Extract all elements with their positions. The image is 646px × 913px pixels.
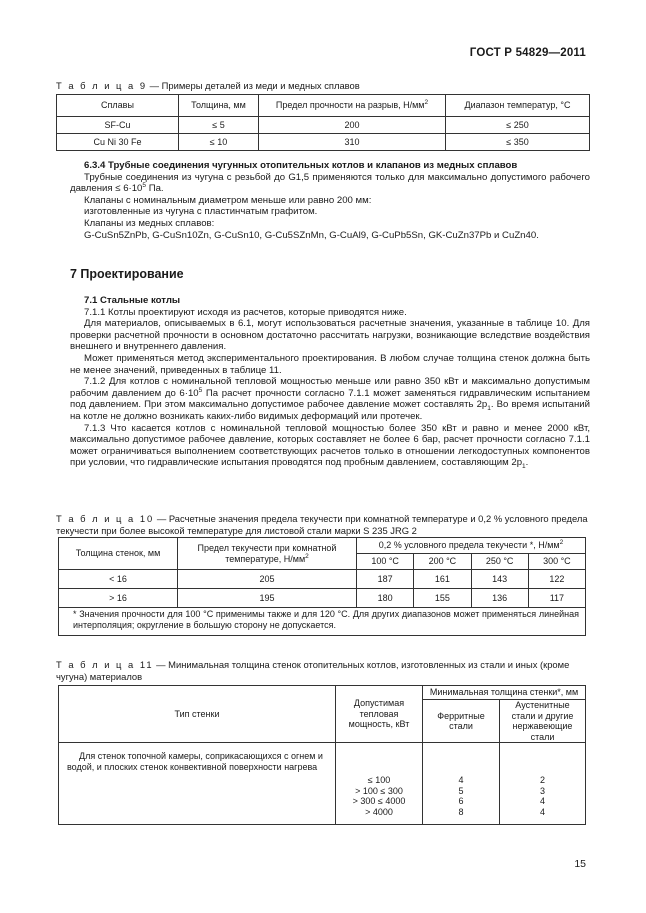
table10-footnote: * Значения прочности для 100 °С применимы также и для 120 °С. Для других диапазонов может применяться линейная интерполяция; округление в большую сторону не допускается. bbox=[58, 607, 586, 636]
document-header: ГОСТ Р 54829—2011 bbox=[469, 47, 586, 59]
table11-header-power: Допустимая тепловая мощность, кВт bbox=[336, 686, 423, 743]
paragraph: 7.1.1 Котлы проектируют исходя из расчетов, которые приводятся ниже. bbox=[84, 306, 407, 318]
section-71 bbox=[70, 295, 590, 469]
paragraph: Трубные соединения из чугуна с резьбой до G1,5 применяются только для максимально допустимого рабочего давления ≤ $6\cdot 10^5$ Па. bbox=[70, 171, 590, 195]
table10-caption: Т а б л и ц а 10 — Расчетные значения предела текучести при комнатной температуре и 0,2 % условного предела текучести при более высокой температуре для листовой стали марки S 235 JRG 2 bbox=[56, 513, 588, 536]
table-row bbox=[59, 743, 586, 825]
section-71-title: 7.1 Стальные котлы bbox=[84, 295, 181, 306]
section-7-title: 7 Проектирование bbox=[70, 267, 184, 281]
table10-header-yield: Предел текучести при комнатной температуре, $Н/мм^2$ bbox=[178, 538, 357, 570]
paragraph: Может применяться метод экспериментального проектирования. В любом случае толщина стенок должна быть не менее значений, приведенных в таблице 11. bbox=[70, 352, 590, 376]
section-634 bbox=[70, 160, 590, 241]
table9-header-temp: Диапазон температур, °С bbox=[446, 95, 590, 117]
table-row: Cu Ni 30 Fe ≤ 10 310 ≤ 350 bbox=[57, 134, 590, 151]
table9-caption: Т а б л и ц а 9 — Примеры деталей из меди и медных сплавов bbox=[56, 80, 360, 91]
ferritic-cell: 4 5 6 8 bbox=[423, 743, 500, 825]
section-634-title: 6.3.4 Трубные соединения чугунных отопительных котлов и клапанов из медных сплавов bbox=[84, 160, 518, 171]
table11-caption: Т а б л и ц а 11 — Минимальная толщина стенок отопительных котлов, изготовленных из стали и иных (кроме чугуна) материалов bbox=[56, 659, 570, 682]
table-row: > 16 195 180 155 136 117 bbox=[59, 589, 586, 608]
paragraph: Клапаны из медных сплавов: bbox=[84, 217, 215, 229]
table9-header-alloy: Сплавы bbox=[57, 95, 179, 117]
page-number: 15 bbox=[574, 858, 586, 870]
table11-header-min: Минимальная толщина стенки*, мм bbox=[423, 686, 586, 700]
table11-header-type: Тип стенки bbox=[59, 686, 336, 743]
table10: Толщина стенок, мм Предел текучести при комнатной температуре, $Н/мм^2$ 0,2 % условного предела текучести *, $Н/мм^2$ 100 °С 200 °С 250 °С 300 °С < 16 205 187 161 143 122 > 16 195 180 155 136 117 bbox=[58, 537, 586, 608]
table9 bbox=[56, 94, 590, 151]
table9-header-thickness: Толщина, мм bbox=[179, 95, 259, 117]
wall-type-cell: Для стенок топочной камеры, соприкасающихся с огнем и водой, и плоских стенок конвективной поверхности нагрева bbox=[59, 743, 336, 825]
table11-header-austenitic: Аустенитные стали и другие нержавеющие стали bbox=[500, 700, 586, 743]
paragraph: 7.1.2 Для котлов с номинальной тепловой мощностью меньше или равно 350 кВт и максимально допустимым рабочим давлением до $6\cdot 10^5$ Па расчет прочности согласно 7.1.1 может заменяться гидравлическим испытанием под давлением. При этом максимально допустимое рабочее давление может составлять $2р_1$. Во время испытаний на котле не должно возникать каких-либо видимых деформаций или протечек. bbox=[70, 376, 590, 422]
power-cell: ≤ 100 > 100 ≤ 300 > 300 ≤ 4000 > 4000 bbox=[336, 743, 423, 825]
table-row: SF-Cu ≤ 5 200 ≤ 250 bbox=[57, 117, 590, 134]
table-row: < 16 205 187 161 143 122 bbox=[59, 570, 586, 589]
paragraph: Для материалов, описываемых в 6.1, могут использоваться расчетные значения, указанные в таблице 10. Для проверки расчетной прочности в основном достаточно рассчитать нагрузки, возникающие вследствие воздействия внешнего и внутреннего давления. bbox=[70, 318, 590, 353]
paragraph: изготовленные из чугуна с пластинчатым графитом. bbox=[84, 206, 318, 218]
paragraph: G-CuSn5ZnPb, G-CuSn10Zn, G-CuSn10, G-Cu5SZnMn, G-CuAl9, G-CuPb5Sn, GK-CuZn37Pb и CuZn40. bbox=[84, 229, 539, 241]
paragraph: Клапаны с номинальным диаметром меньше или равно 200 мм: bbox=[84, 194, 372, 206]
table9-header-strength: Предел прочности на разрыв, $Н/мм^2$ bbox=[259, 95, 446, 117]
table10-header-thickness: Толщина стенок, мм bbox=[59, 538, 178, 570]
table11 bbox=[58, 685, 586, 825]
paragraph: 7.1.3 Что касается котлов с номинальной тепловой мощностью более 350 кВт и равно и менее 2000 кВт, максимально допустимое рабочее давление, которых составляет не более 6 бар, расчет прочности согласно 7.1.1 может ограничиваться выполнением соответствующих расчетов только в отношении легкодоступных компонентов при условии, что гидравлические испытания проводятся под пробным давлением, составляющим $2р_1$. bbox=[70, 422, 590, 471]
table10-header-proof: 0,2 % условного предела текучести *, $Н/мм^2$ bbox=[357, 538, 586, 554]
table11-header-ferritic: Ферритные стали bbox=[423, 700, 500, 743]
austenitic-cell: 2 3 4 4 bbox=[500, 743, 586, 825]
